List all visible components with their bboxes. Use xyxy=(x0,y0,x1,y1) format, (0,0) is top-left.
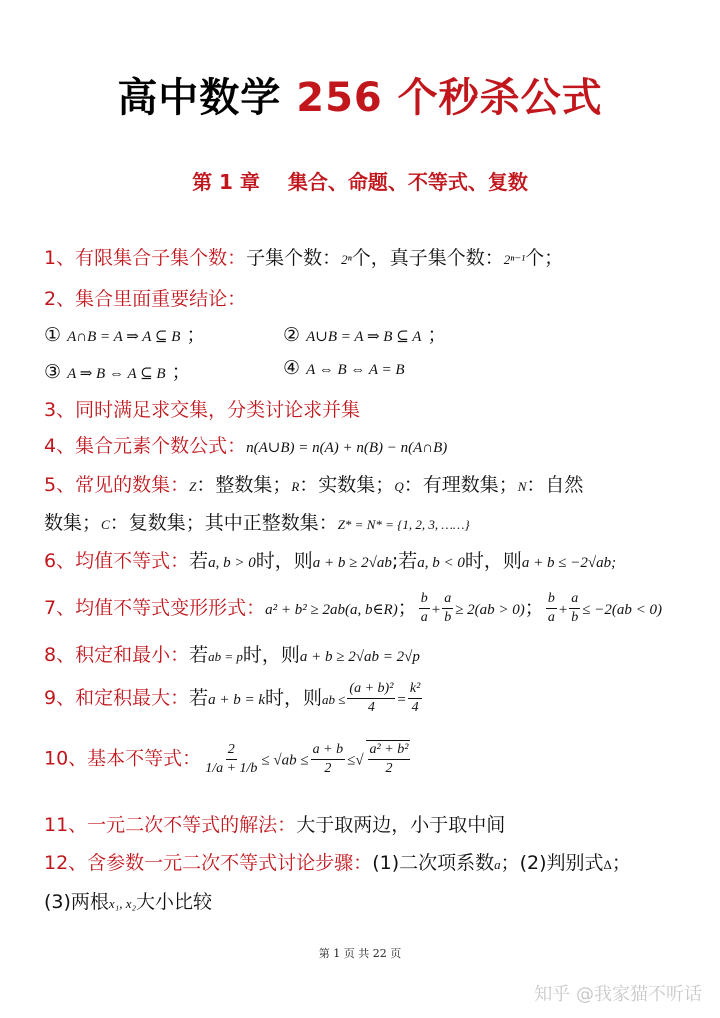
frac-denominator: 4 xyxy=(411,700,419,715)
frac-numerator: a xyxy=(442,590,453,609)
item-7-heading: 7、均值不等式变形形式： xyxy=(44,597,266,619)
set-c-symbol: C xyxy=(101,517,110,532)
frac-denominator: 2 xyxy=(385,761,393,776)
harmonic-mean-fraction xyxy=(203,741,259,778)
le-sign: ≤ xyxy=(347,752,356,769)
item-4-formula: n(A∪B) = n(A) + n(B) − n(A∩B) xyxy=(246,440,448,456)
item-6-text-c: ;若 xyxy=(391,550,418,572)
item-8-heading: 8、积定和最小： xyxy=(44,644,190,666)
item-4-heading: 4、集合元素个数公式： xyxy=(44,435,247,457)
frac-denominator: 1/a + 1/b xyxy=(205,760,258,776)
conclusion-1-mark: ① xyxy=(44,324,62,346)
quadratic-mean-fraction xyxy=(366,740,411,778)
frac-denominator: 2 xyxy=(324,760,332,776)
item-6-condition-b: a, b < 0 xyxy=(417,555,465,571)
title-red: 256 个秒杀公式 xyxy=(296,75,603,121)
positive-integers-formula: Z* = N* = {1, 2, 3, ……} xyxy=(337,517,470,532)
item-6 xyxy=(44,546,616,573)
conclusion-3 xyxy=(44,357,191,384)
item-11 xyxy=(44,810,505,837)
conclusion-1 xyxy=(44,320,205,347)
item-11-text: 大于取两边，小于取中间 xyxy=(296,814,506,836)
item-12-text-b: ；(2)判别式 xyxy=(500,852,604,874)
item-8 xyxy=(44,640,420,667)
set-z-symbol: Z xyxy=(189,479,197,494)
item-1 xyxy=(44,243,563,270)
item-1-text-c: 个； xyxy=(525,247,564,269)
item-1-text-b: 个，真子集个数： xyxy=(351,247,504,269)
arithmetic-mean-fraction xyxy=(311,741,345,778)
fraction-b-over-a xyxy=(419,590,430,627)
item-5 xyxy=(44,470,583,497)
conclusion-4 xyxy=(283,357,405,379)
conclusion-1-formula: A∩B = A ⇒ A ⊆ B xyxy=(67,329,181,345)
fraction-b-over-a-2 xyxy=(546,590,557,627)
set-r-text: ：实数集； xyxy=(299,474,395,496)
fraction-a-over-b xyxy=(442,590,453,627)
geometric-mean: ≤ √ab ≤ xyxy=(261,752,309,769)
item-6-condition-a: a, b > 0 xyxy=(208,555,256,571)
item-12-delta: Δ xyxy=(603,857,612,872)
item-9-result-lhs: ab ≤ xyxy=(322,692,346,707)
item-8-result: a + b ≥ 2√ab = 2√p xyxy=(299,649,420,665)
item-6-result-a: a + b ≥ 2√ab xyxy=(312,555,392,571)
item-12-roots: x₁, x₂ xyxy=(108,896,137,911)
set-q-symbol: Q xyxy=(394,479,404,494)
item-1-formula-a: 2ⁿ xyxy=(341,252,352,267)
set-r-symbol: R xyxy=(291,479,300,494)
item-7: 7、均值不等式变形形式：a² + b² ≥ 2ab(a, b∈R)； $\frac{b}{a}$ + $\frac{a}{b}$ ≥ 2(ab > 0)； $\frac{b}{a}$ + $\frac{a}{b}$ ≤ −2(ab < 0) xyxy=(44,591,662,625)
item-2-heading: 2、集合里面重要结论： xyxy=(44,288,247,310)
conclusion-2 xyxy=(283,320,446,347)
item-8-text-a: 若 xyxy=(189,644,209,666)
frac-numerator: 2 xyxy=(226,741,237,760)
frac-numerator: a + b xyxy=(311,741,345,760)
frac-denominator: a xyxy=(547,610,555,625)
frac-denominator: b xyxy=(571,610,579,625)
item-1-heading: 1、有限集合子集个数： xyxy=(44,247,247,269)
equals-sign: = xyxy=(397,692,406,708)
set-c-text: ：复数集；其中正整数集： xyxy=(109,512,338,534)
fraction-sum-squared xyxy=(347,680,395,717)
item-6-text-d: 时，则 xyxy=(464,550,522,572)
conclusion-2-end: ； xyxy=(427,324,447,346)
set-n-symbol: N xyxy=(517,479,527,494)
fraction-a-over-b-2 xyxy=(569,590,580,627)
item-5-continued xyxy=(44,508,470,535)
conclusion-3-formula: A ⇒ B ⇔ A ⊆ B xyxy=(67,366,166,382)
item-5-heading: 5、常见的数集： xyxy=(44,474,190,496)
item-12-cont-text-b: 大小比较 xyxy=(136,891,213,913)
item-3 xyxy=(44,395,360,422)
item-1-text-a: 子集个数： xyxy=(246,247,342,269)
item-9-heading: 9、和定积最大： xyxy=(44,687,190,709)
set-q-text: ：有理数集； xyxy=(403,474,518,496)
chapter-number: 第 1 章 xyxy=(192,170,260,194)
frac-numerator: a² + b² xyxy=(368,741,411,760)
conclusion-4-formula: A ⇔ B ⇔ A = B xyxy=(306,362,405,378)
frac-denominator: 4 xyxy=(367,700,375,715)
item-12-cont-text-a: (3)两根 xyxy=(44,891,109,913)
item-6-heading: 6、均值不等式： xyxy=(44,550,190,572)
item-10-heading: 10、基本不等式： xyxy=(44,747,202,770)
item-5-cont-text: 数集； xyxy=(44,512,102,534)
title-black: 高中数学 xyxy=(117,75,297,121)
fraction-k-squared xyxy=(408,680,422,717)
page-title xyxy=(0,66,720,123)
item-12-text-a: (1)二次项系数 xyxy=(372,852,495,874)
item-9-condition: a + b = k xyxy=(208,692,266,708)
item-9-text-a: 若 xyxy=(189,687,209,709)
item-8-condition: ab = p xyxy=(208,649,243,664)
chapter-name: 集合、命题、不等式、复数 xyxy=(287,170,528,194)
item-3-heading: 3、同时满足求交集，分类讨论求并集 xyxy=(44,399,361,421)
item-4 xyxy=(44,431,447,458)
item-2 xyxy=(44,284,246,311)
item-6-text-b: 时，则 xyxy=(255,550,313,572)
conclusion-2-mark: ② xyxy=(283,324,301,346)
item-7-formula-a: a² + b² ≥ 2ab(a, b∈R) xyxy=(265,602,398,618)
set-z-text: ：整数集； xyxy=(196,474,292,496)
item-7-formula-b: ≥ 2(ab > 0) xyxy=(455,602,525,618)
frac-numerator: b xyxy=(546,590,557,609)
item-9-text-b: 时，则 xyxy=(265,687,323,709)
item-12-text-c: ； xyxy=(611,852,631,874)
item-6-result-b: a + b ≤ −2√ab; xyxy=(521,555,617,571)
conclusion-2-formula: A∪B = A ⇒ B ⊆ A xyxy=(306,329,422,345)
frac-denominator: a xyxy=(420,610,428,625)
item-7-sep-b: ； xyxy=(524,597,544,619)
conclusion-3-end: ； xyxy=(171,361,191,383)
item-7-sep-a: ； xyxy=(397,597,417,619)
frac-numerator: (a + b)² xyxy=(347,680,395,699)
item-12-continued xyxy=(44,887,212,914)
item-7-formula-c: ≤ −2(ab < 0) xyxy=(582,602,662,618)
item-1-formula-b: 2ⁿ⁻¹ xyxy=(503,252,526,267)
set-n-text: ：自然 xyxy=(526,474,584,496)
frac-numerator: b xyxy=(419,590,430,609)
item-12 xyxy=(44,848,631,875)
conclusion-3-mark: ③ xyxy=(44,361,62,383)
frac-numerator: a xyxy=(569,590,580,609)
watermark: 知乎 @我家猫不听话 xyxy=(534,984,702,1005)
conclusion-1-end: ； xyxy=(186,324,206,346)
item-10: 10、基本不等式： $\frac{2}{1/a + 1/b}$ ≤ √ab ≤ $\frac{a + b}{2}$ ≤√ $\frac{\text{a² + b²}}{2}$ xyxy=(44,741,409,776)
page-footer: 第 1 页 共 22 页 xyxy=(318,947,402,960)
item-8-text-b: 时，则 xyxy=(242,644,300,666)
item-6-text-a: 若 xyxy=(189,550,209,572)
item-9 xyxy=(44,680,424,717)
chapter-heading xyxy=(0,166,720,195)
item-12-coef: a xyxy=(494,857,501,872)
frac-denominator: b xyxy=(444,610,452,625)
frac-numerator: k² xyxy=(408,680,422,699)
item-11-heading: 11、一元二次不等式的解法： xyxy=(44,814,297,836)
item-12-heading: 12、含参数一元二次不等式讨论步骤： xyxy=(44,852,373,874)
conclusion-4-mark: ④ xyxy=(283,357,301,379)
